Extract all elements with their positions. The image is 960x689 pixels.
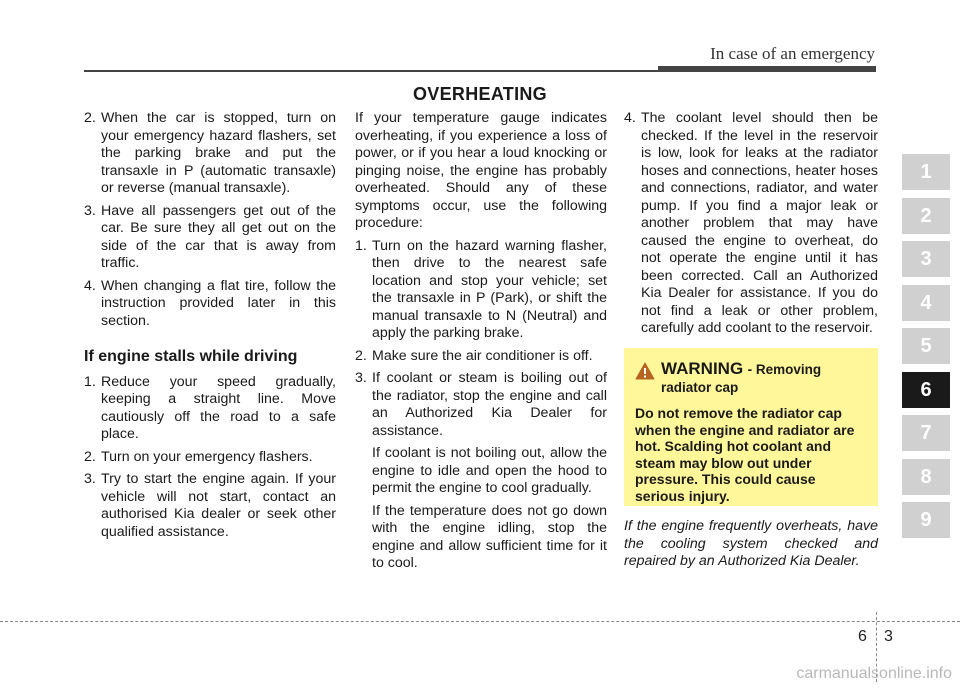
list-item: 4. The coolant level should then be checked. If the level in the reservoir is low, look for leaks at the radiator hoses and connections, heater hoses and connections, radiator, and water pump. If you find a major leak or another problem that may have caused the engine to overheat, do not operate the engine until it has been corrected. Call an Authorized Kia Dealer for assistance. If you do not find a leak or other problem, carefully add coolant to the reservoir. [624,110,878,336]
warning-title: WARNING [661,359,744,378]
list-item: 3. Have all passengers get out of the car. Be sure they all get out on the side of the car that is away from traffic. [84,202,336,271]
list-item: 2. When the car is stopped, turn on your emergency hazard flashers, set the parking brake and put the transaxle in P (automatic transaxle) or reverse (manual transaxle). [84,110,336,196]
header-rule-accent [658,66,876,72]
list-item: 2. Make sure the air conditioner is off. [355,347,593,364]
column-2 [355,110,607,578]
chapter-tab[interactable]: 7 [902,415,950,451]
warning-triangle-icon [635,362,655,380]
chapter-tab[interactable]: 8 [902,459,950,495]
list-item: 3. Try to start the engine again. If your vehicle will not start, contact an authorised Kia dealer or seek other qualified assistance. [84,471,336,540]
page-heading: OVERHEATING [413,84,547,104]
italic-note: If the engine frequently overheats, have the cooling system checked and repaired by an Authorized Kia Dealer. [624,518,878,569]
page-number: 3 [884,628,893,645]
subheading-engine-stalls: If engine stalls while driving [84,348,298,365]
chapter-tabs [902,154,950,546]
chapter-tab[interactable]: 9 [902,502,950,538]
chapter-tab-active[interactable]: 6 [902,372,950,408]
chapter-tab[interactable]: 3 [902,241,950,277]
list-item: 4. When changing a flat tire, follow the instruction provided later in this section. [84,277,336,329]
column-1 [84,110,336,546]
sub-paragraph: If the temperature does not go down with the engine idling, stop the engine and allow sufficient time for it to cool. [372,502,607,571]
watermark: carmanualsonline.info [796,665,952,682]
sub-paragraph: If coolant is not boiling out, allow the engine to idle and open the hood to permit the engine to cool gradually. [372,445,607,496]
warning-header [635,358,868,380]
list-item: 1. Turn on the hazard warning flasher, then drive to the nearest safe location and stop your vehicle; set the transaxle in P (Park), or shift the manual transaxle to N (Neutral) and apply the parking brake. [355,237,607,341]
warning-subtitle: - Removing [747,362,822,377]
list-item: 3. If coolant or steam is boiling out of the radiator, stop the engine and call an Authorized Kia Dealer for assistance. [355,370,607,439]
section-title: In case of an emergency [710,44,875,63]
chapter-tab[interactable]: 1 [902,154,950,190]
footer-rule [0,621,960,622]
warning-body: Do not remove the radiator cap when the engine and radiator are hot. Scalding hot coolant and steam may blow out under pressure. This could cause serious injury. [635,405,855,504]
list-item: 1. Reduce your speed gradually, keeping a straight line. Move cautiously off the road to a safe place. [84,373,336,442]
warning-subtitle-line2: radiator cap [661,380,739,395]
chapter-tab[interactable]: 2 [902,198,950,234]
chapter-tab[interactable]: 4 [902,285,950,321]
overheating-intro: If your temperature gauge indicates overheating, if you experience a loss of power, or if you hear a loud knocking or pinging noise, the engine has probably overheated. Should any of these symptoms occur, use the following procedure: [355,110,607,231]
column-3 [624,110,878,343]
list-item: 2. Turn on your emergency flashers. [84,448,313,465]
chapter-tab[interactable]: 5 [902,328,950,364]
warning-box [624,348,878,506]
chapter-number: 6 [858,628,867,645]
